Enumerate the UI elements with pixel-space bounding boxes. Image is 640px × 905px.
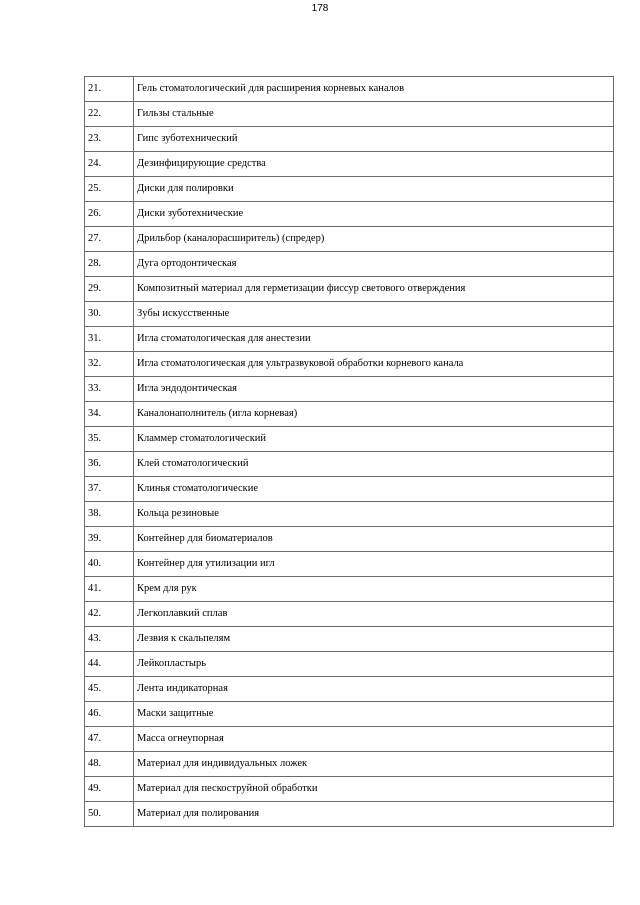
item-number: 50.	[85, 802, 134, 827]
table-row	[85, 602, 614, 627]
item-name: Лейкопластырь	[134, 652, 614, 677]
item-number: 42.	[85, 602, 134, 627]
table-row	[85, 677, 614, 702]
table-row	[85, 477, 614, 502]
item-number: 47.	[85, 727, 134, 752]
item-number: 36.	[85, 452, 134, 477]
item-name: Диски зуботехнические	[134, 202, 614, 227]
item-name: Крем для рук	[134, 577, 614, 602]
item-name: Маски защитные	[134, 702, 614, 727]
item-number: 33.	[85, 377, 134, 402]
item-name: Зубы искусственные	[134, 302, 614, 327]
table-row	[85, 202, 614, 227]
item-name: Игла стоматологическая для ультразвуковой обработки корневого канала	[134, 352, 614, 377]
item-name: Клей стоматологический	[134, 452, 614, 477]
item-name: Лента индикаторная	[134, 677, 614, 702]
item-number: 25.	[85, 177, 134, 202]
table-row	[85, 102, 614, 127]
table-row	[85, 277, 614, 302]
item-number: 37.	[85, 477, 134, 502]
item-number: 38.	[85, 502, 134, 527]
item-number: 41.	[85, 577, 134, 602]
item-number: 49.	[85, 777, 134, 802]
table-row	[85, 552, 614, 577]
item-name: Материал для пескоструйной обработки	[134, 777, 614, 802]
item-name: Легкоплавкий сплав	[134, 602, 614, 627]
item-number: 22.	[85, 102, 134, 127]
item-number: 24.	[85, 152, 134, 177]
table-row	[85, 752, 614, 777]
page-number: 178	[311, 3, 329, 14]
table-row	[85, 652, 614, 677]
item-name: Клинья стоматологические	[134, 477, 614, 502]
item-name: Лезвия к скальпелям	[134, 627, 614, 652]
table-row	[85, 777, 614, 802]
item-number: 48.	[85, 752, 134, 777]
item-number: 28.	[85, 252, 134, 277]
item-number: 40.	[85, 552, 134, 577]
item-name: Каналонаполнитель (игла корневая)	[134, 402, 614, 427]
item-name: Гипс зуботехнический	[134, 127, 614, 152]
item-name: Кольца резиновые	[134, 502, 614, 527]
table-row	[85, 727, 614, 752]
table-row	[85, 452, 614, 477]
table-row	[85, 302, 614, 327]
item-number: 35.	[85, 427, 134, 452]
table-row	[85, 402, 614, 427]
table-row	[85, 252, 614, 277]
table-row	[85, 627, 614, 652]
table-row	[85, 77, 614, 102]
items-table-body	[85, 77, 614, 827]
item-name: Материал для полирования	[134, 802, 614, 827]
table-row	[85, 377, 614, 402]
item-name: Дуга ортодонтическая	[134, 252, 614, 277]
table-row	[85, 227, 614, 252]
table-row	[85, 177, 614, 202]
item-number: 21.	[85, 77, 134, 102]
table-row	[85, 327, 614, 352]
item-name: Гильзы стальные	[134, 102, 614, 127]
item-number: 45.	[85, 677, 134, 702]
item-name: Диски для полировки	[134, 177, 614, 202]
item-number: 39.	[85, 527, 134, 552]
table-row	[85, 152, 614, 177]
item-name: Композитный материал для герметизации фиссур светового отверждения	[134, 277, 614, 302]
item-number: 29.	[85, 277, 134, 302]
table-row	[85, 577, 614, 602]
item-name: Игла стоматологическая для анестезии	[134, 327, 614, 352]
item-number: 32.	[85, 352, 134, 377]
item-number: 27.	[85, 227, 134, 252]
item-name: Кламмер стоматологический	[134, 427, 614, 452]
item-name: Контейнер для утилизации игл	[134, 552, 614, 577]
item-number: 26.	[85, 202, 134, 227]
item-number: 44.	[85, 652, 134, 677]
table-row	[85, 352, 614, 377]
item-number: 34.	[85, 402, 134, 427]
item-number: 30.	[85, 302, 134, 327]
table-row	[85, 127, 614, 152]
item-number: 23.	[85, 127, 134, 152]
item-number: 46.	[85, 702, 134, 727]
item-name: Масса огнеупорная	[134, 727, 614, 752]
table-row	[85, 802, 614, 827]
item-number: 43.	[85, 627, 134, 652]
items-table	[84, 76, 614, 827]
table-row	[85, 527, 614, 552]
table-row	[85, 427, 614, 452]
table-row	[85, 502, 614, 527]
item-name: Дезинфицирующие средства	[134, 152, 614, 177]
item-name: Материал для индивидуальных ложек	[134, 752, 614, 777]
item-name: Дрильбор (каналорасширитель) (спредер)	[134, 227, 614, 252]
item-number: 31.	[85, 327, 134, 352]
item-name: Контейнер для биоматериалов	[134, 527, 614, 552]
item-name: Игла эндодонтическая	[134, 377, 614, 402]
item-name: Гель стоматологический для расширения корневых каналов	[134, 77, 614, 102]
table-row	[85, 702, 614, 727]
